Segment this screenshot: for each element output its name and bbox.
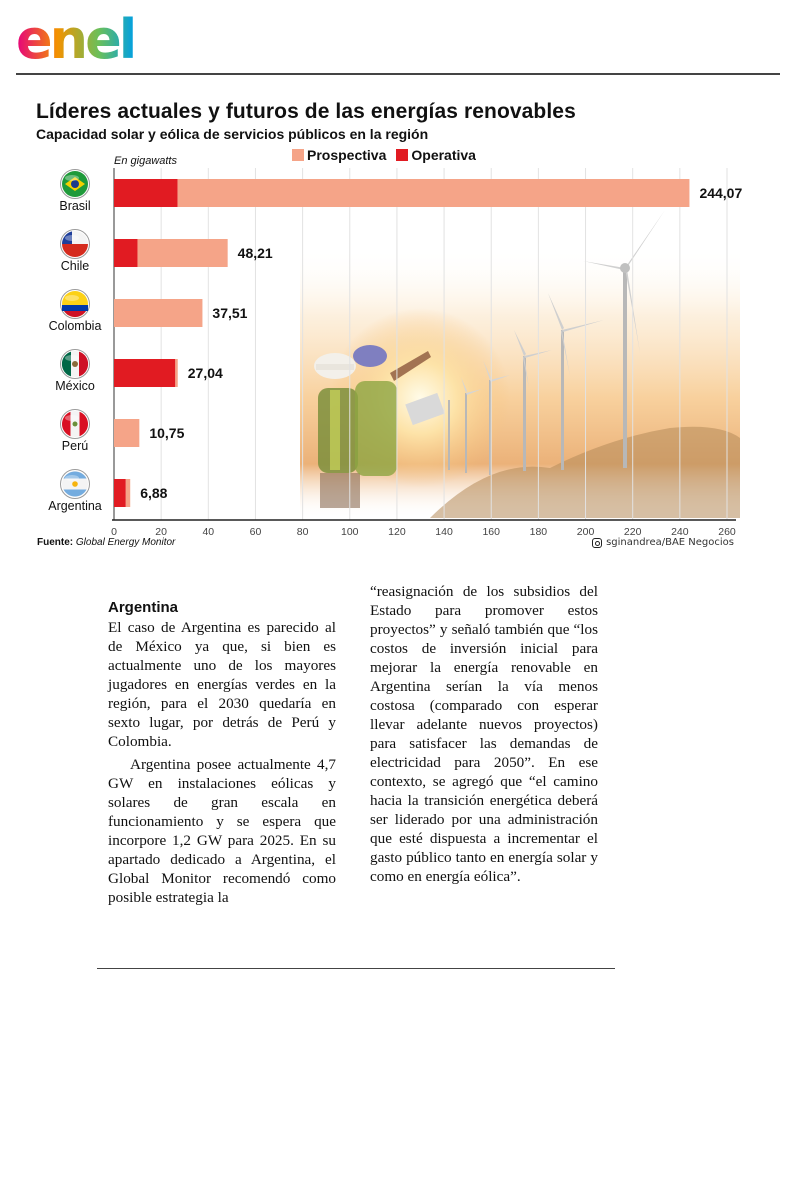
bar-operativa-5	[114, 479, 126, 507]
bar-prospectiva-1	[138, 239, 228, 267]
category-label-0: Brasil	[59, 199, 91, 213]
x-tick-label-60: 60	[249, 526, 262, 538]
x-tick-label-200: 200	[576, 526, 595, 538]
article-paragraph-1: El caso de Argentina es parecido al de México ya que, si bien es actualmente uno de los mayores jugadores en energías verdes en la región, para el 2030 quedaría en sexto lugar, por detrás de Perú y Colombia.	[108, 619, 336, 750]
article-heading: Argentina	[108, 599, 179, 616]
chile-flag-icon	[61, 230, 90, 259]
chart-subtitle: Capacidad solar y eólica de servicios públicos en la región	[36, 126, 429, 142]
mexico-flag-icon	[61, 350, 90, 379]
x-tick-label-260: 260	[718, 526, 736, 538]
chart-title: Líderes actuales y futuros de las energías renovables	[36, 100, 576, 123]
chart-container	[30, 98, 750, 553]
bar-operativa-0	[114, 179, 178, 207]
legend-swatch-prospectiva	[292, 149, 304, 161]
x-tick-label-180: 180	[529, 526, 548, 538]
x-tick-label-100: 100	[341, 526, 359, 538]
article-column-right	[370, 582, 598, 886]
source-text: Global Energy Monitor	[75, 537, 176, 548]
value-label-4: 10,75	[149, 425, 185, 441]
chart-source	[37, 537, 175, 548]
bar-operativa-1	[114, 239, 138, 267]
value-label-1: 48,21	[237, 245, 273, 261]
value-label-2: 37,51	[212, 305, 248, 321]
bar-prospectiva-0	[178, 179, 690, 207]
x-tick-label-120: 120	[388, 526, 406, 538]
footer-divider	[97, 968, 615, 969]
value-label-3: 27,04	[187, 365, 223, 381]
legend-label-operativa: Operativa	[411, 147, 476, 163]
argentina-flag-icon	[61, 470, 90, 499]
source-label: Fuente:	[37, 537, 74, 548]
legend-swatch-operativa	[396, 149, 408, 161]
bar-prospectiva-4	[114, 419, 139, 447]
credit-text: sginandrea/BAE Negocios	[606, 537, 734, 548]
peru-flag-icon	[61, 410, 90, 439]
x-tick-label-40: 40	[202, 526, 215, 538]
legend	[292, 147, 476, 163]
bar-prospectiva-2	[114, 299, 202, 327]
legend-item-operativa	[396, 147, 476, 163]
bar-operativa-3	[114, 359, 175, 387]
category-label-4: Perú	[61, 439, 89, 453]
enel-logo	[16, 14, 176, 70]
x-tick-label-0: 0	[111, 526, 117, 538]
background-illustration	[300, 210, 740, 518]
bar-prospectiva-5	[126, 479, 130, 507]
header-divider	[16, 73, 780, 75]
legend-item-prospectiva	[292, 147, 386, 163]
x-tick-label-20: 20	[155, 526, 167, 538]
unit-label: En gigawatts	[114, 155, 177, 167]
brazil-flag-icon	[61, 170, 90, 199]
article-paragraph-3: “reasignación de los subsidios del Estado para promover estos proyectos” y señaló también que “los costos de inversión inicial para mejorar la energía renovable en Argentina serían la vía menos costosa (comparado con esperar llevar adelante nuevos proyectos) para satisfacer las demandas de electricidad para 2050”. En ese contexto, se agregó que “el camino hacia la transición energética deberá ser liderado por una administración que esté dispuesta a incrementar el gasto público tanto en energía solar y como en energía eólica”.	[370, 583, 598, 885]
logo-text: enel	[16, 14, 135, 70]
chart-credit	[592, 537, 734, 548]
value-label-5: 6,88	[140, 485, 168, 501]
x-tick-label-140: 140	[435, 526, 453, 538]
article-paragraph-2: Argentina posee actualmente 4,7 GW en instalaciones eólicas y solares de gran escala en funcionamiento y se espera que incorpore 1,2 GW para 2025. En su apartado dedicado a Argentina, el Global Monitor recomendó como posible estrategia la	[108, 756, 336, 906]
legend-label-prospectiva: Prospectiva	[307, 147, 387, 163]
category-label-1: Chile	[60, 259, 90, 273]
value-label-0: 244,07	[699, 185, 743, 201]
x-tick-label-240: 240	[671, 526, 689, 538]
x-tick-label-80: 80	[296, 526, 309, 538]
article-column-left	[108, 598, 336, 907]
category-label-3: México	[55, 379, 95, 393]
x-tick-label-160: 160	[482, 526, 500, 538]
instagram-icon	[592, 538, 602, 548]
x-tick-label-220: 220	[623, 526, 642, 538]
category-label-2: Colombia	[48, 319, 102, 333]
colombia-flag-icon	[61, 290, 90, 319]
category-label-5: Argentina	[48, 499, 102, 513]
bar-prospectiva-3	[175, 359, 177, 387]
